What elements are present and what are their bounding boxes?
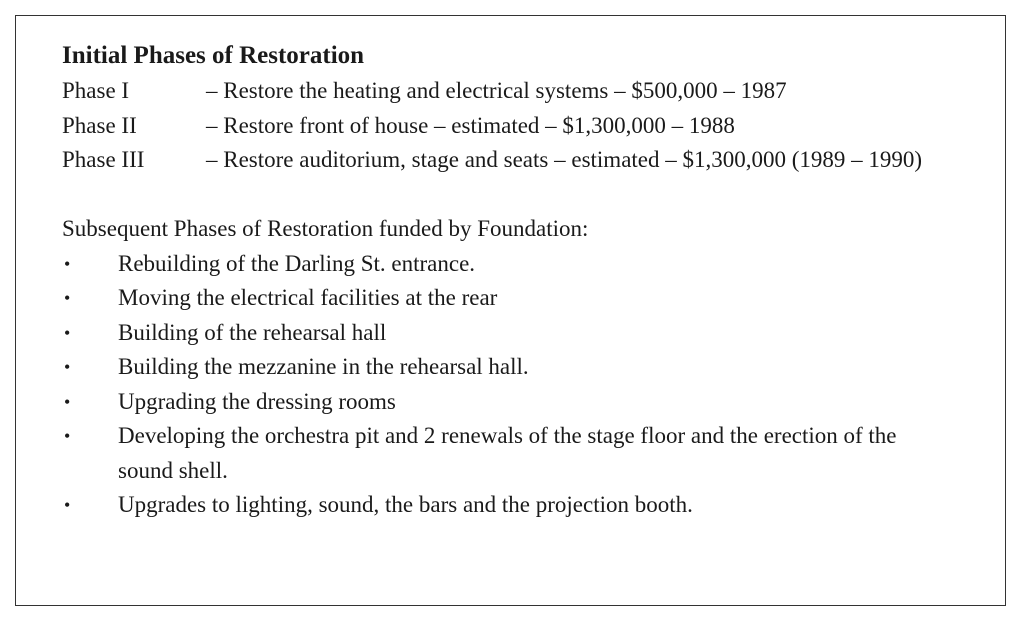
phase-label: Phase II — [62, 112, 137, 138]
list-item-text: Building of the rehearsal hall — [118, 319, 387, 345]
list-item — [62, 316, 992, 351]
list-item-text: Building the mezzanine in the rehearsal hall. — [118, 354, 529, 379]
list-item — [62, 488, 992, 523]
phase-label: Phase III — [62, 147, 145, 172]
list-item-text: Developing the orchestra pit and 2 renewals of the stage floor and the erection of the sound shell. — [118, 423, 897, 483]
list-item — [62, 247, 992, 282]
list-item — [62, 350, 992, 385]
phase-description: – Restore front of house – estimated – $1,300,000 – 1988 — [206, 112, 735, 138]
phase-label: Phase I — [62, 78, 130, 103]
list-item — [62, 281, 992, 316]
phase-description: – Restore the heating and electrical systems – $500,000 – 1987 — [206, 78, 787, 103]
phase-row-2 — [62, 109, 992, 144]
bullet-icon: • — [64, 322, 71, 343]
section-heading: Initial Phases of Restoration — [62, 42, 365, 69]
subsequent-phases-heading: Subsequent Phases of Restoration funded by Foundation: — [62, 216, 589, 241]
list-item — [62, 419, 992, 488]
list-item-text: Rebuilding of the Darling St. entrance. — [118, 250, 476, 276]
bullet-icon: • — [64, 426, 71, 446]
bullet-icon: • — [64, 391, 71, 412]
list-item — [62, 385, 992, 420]
bullet-icon: • — [64, 495, 71, 515]
list-item-text: Upgrades to lighting, sound, the bars and the projection booth. — [118, 492, 693, 517]
list-item-text: Upgrading the dressing rooms — [118, 388, 396, 414]
phase-description: – Restore auditorium, stage and seats – estimated – $1,300,000 (1989 – 1990) — [206, 147, 923, 172]
bullet-icon: • — [64, 288, 71, 308]
document-body — [62, 38, 992, 523]
list-item-text: Moving the electrical facilities at the rear — [118, 285, 498, 310]
paragraph-spacer — [62, 178, 992, 213]
bullet-icon: • — [64, 357, 71, 377]
bullet-icon: • — [64, 253, 71, 274]
phase-row-3 — [62, 143, 992, 178]
phase-row-1 — [62, 74, 992, 109]
subsequent-phases-list — [62, 247, 992, 523]
